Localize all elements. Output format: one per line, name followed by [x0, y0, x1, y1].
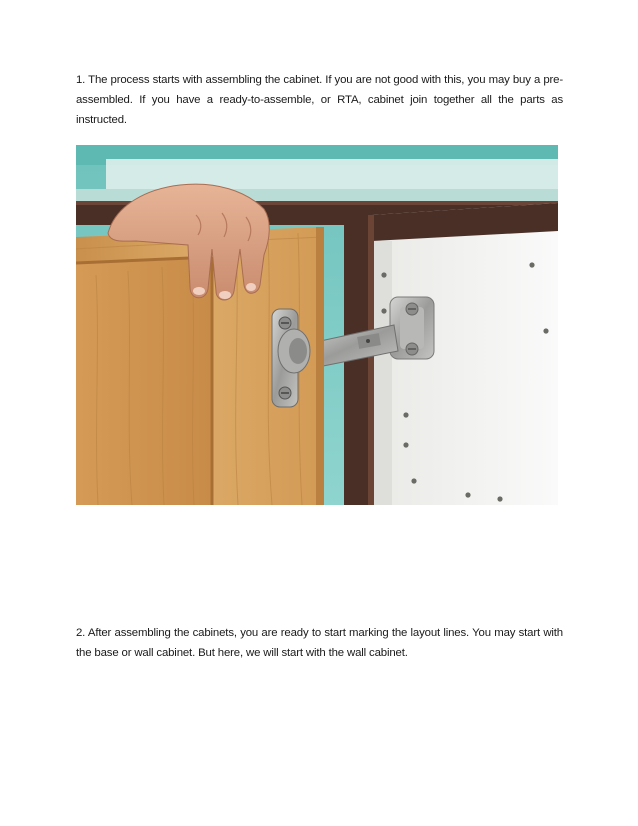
cabinet-hinge-photo: [76, 145, 558, 505]
paragraph-step-1: 1. The process starts with assembling the cabinet. If you are not good with this, you may buy a pre-assembled. If you have a ready-to-assemble, or RTA, cabinet join together all the parts as instructed.: [76, 74, 563, 126]
paragraph-step-2: 2. After assembling the cabinets, you are ready to start marking the layout lines. You may start with the base or wall cabinet. But here, we will start with the wall cabinet.: [76, 627, 563, 659]
